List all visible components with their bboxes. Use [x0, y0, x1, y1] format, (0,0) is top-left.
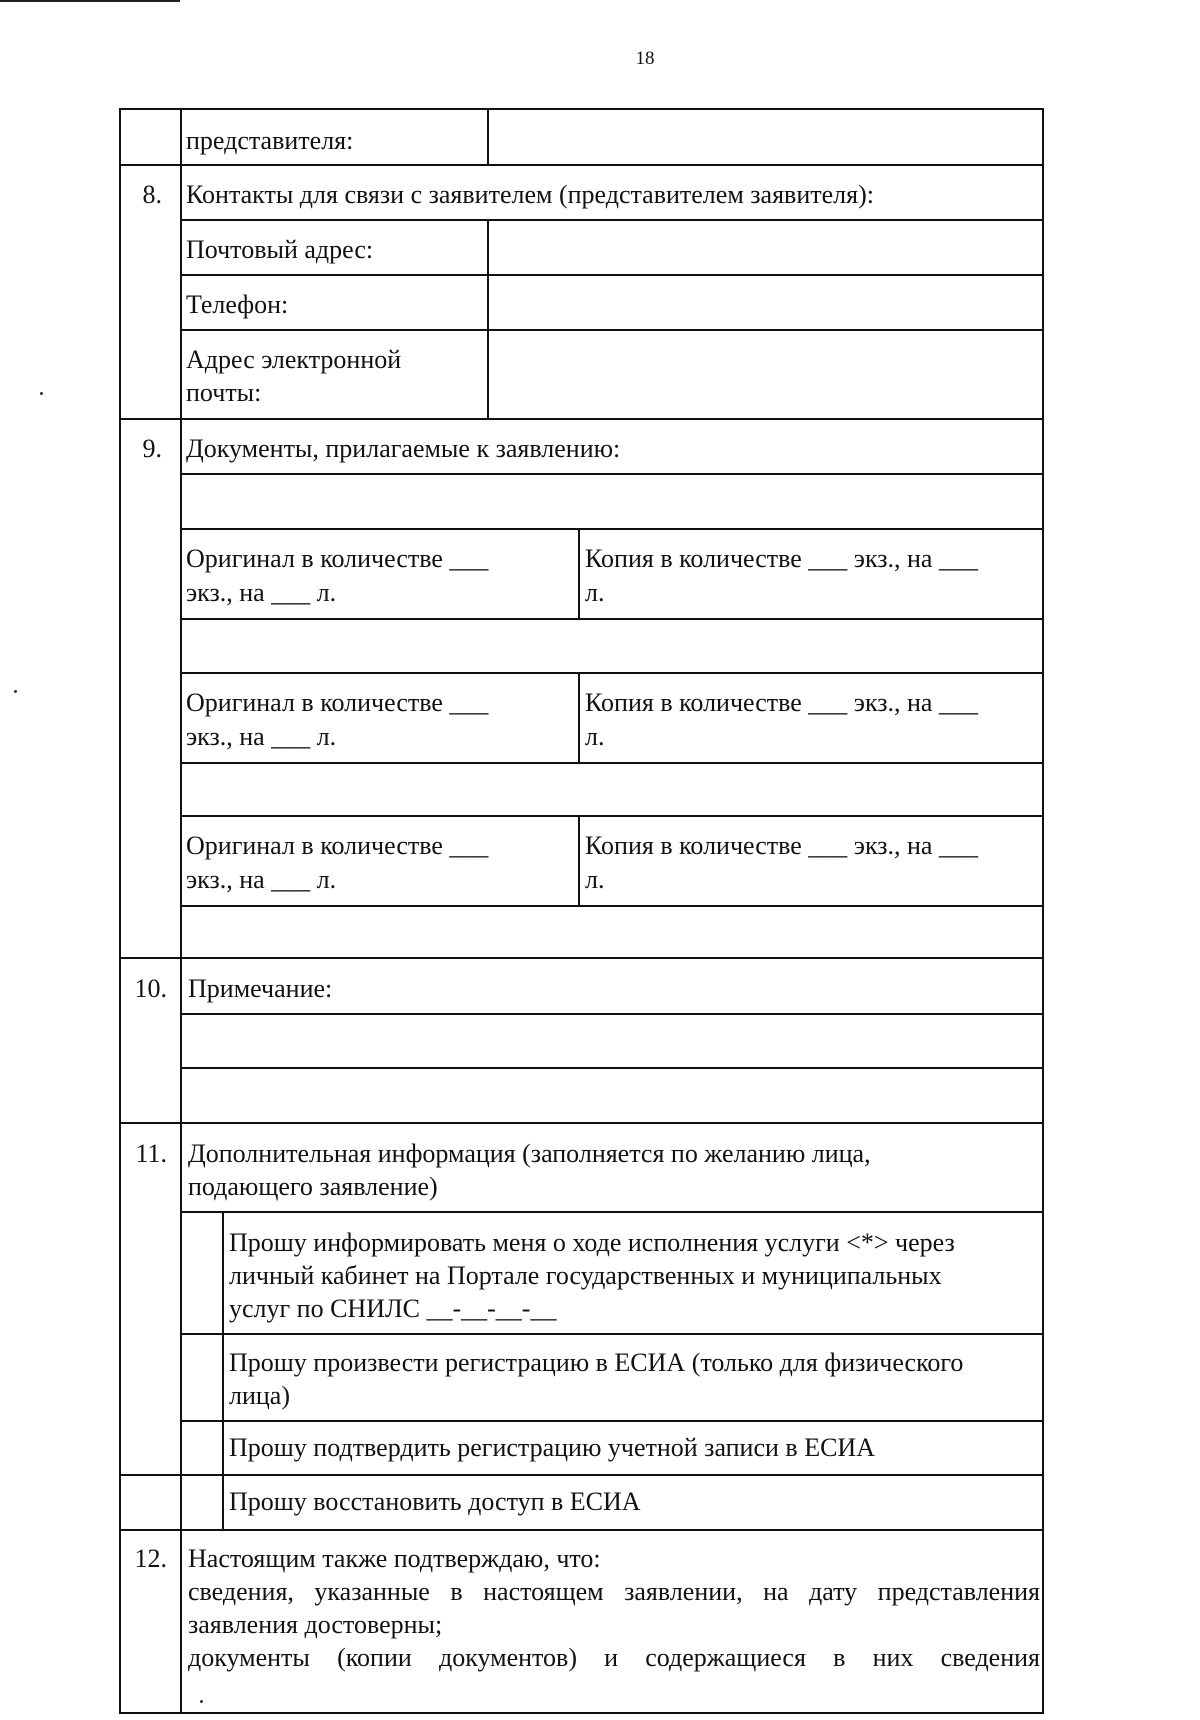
phone-label: Телефон:	[186, 290, 289, 319]
row-number-10: 10.	[134, 974, 167, 1003]
scan-speck	[200, 1700, 203, 1703]
row-line	[180, 1211, 1044, 1213]
scan-speck	[14, 690, 17, 693]
option-esia-restore: Прошу восстановить доступ в ЕСИА	[229, 1487, 641, 1516]
row-line	[119, 164, 1044, 166]
email-label: почты:	[186, 378, 262, 407]
original-copy-separator	[578, 528, 580, 618]
additional-info-heading: Дополнительная информация (заполняется по желанию лица,	[188, 1139, 871, 1168]
original-count: Оригинал в количестве ___	[186, 544, 489, 573]
row-line	[180, 815, 1044, 817]
email-field[interactable]	[490, 331, 1040, 417]
row-line	[119, 1529, 1044, 1531]
scan-edge-line	[0, 0, 180, 2]
row-line	[119, 957, 1044, 959]
option-esia-registration: лица)	[229, 1381, 291, 1410]
confirmation-text: сведения, указанные в настоящем заявлении, на дату представления	[188, 1577, 1040, 1606]
checkbox-column-separator	[222, 1211, 224, 1529]
additional-info-heading: подающего заявление)	[188, 1172, 438, 1201]
note-heading: Примечание:	[188, 974, 333, 1003]
page-number: 18	[635, 48, 655, 69]
representative-label: представителя:	[186, 126, 354, 155]
row-line	[119, 1474, 1044, 1476]
documents-heading: Документы, прилагаемые к заявлению:	[186, 434, 621, 463]
copy-count: л.	[585, 722, 605, 751]
original-count: Оригинал в количестве ___	[186, 688, 489, 717]
document-name-field[interactable]	[183, 907, 1040, 956]
row-number-8: 8.	[142, 180, 162, 209]
label-value-separator	[487, 219, 489, 418]
option-esia-confirm: Прошу подтвердить регистрацию учетной записи в ЕСИА	[229, 1433, 875, 1462]
confirmation-text: документы (копии документов) и содержащиеся в них сведения	[188, 1643, 1040, 1672]
copy-count: Копия в количестве ___ экз., на ___	[585, 831, 978, 860]
checkbox-inform-progress[interactable]	[183, 1213, 221, 1332]
row-line	[119, 108, 1044, 110]
copy-count: Копия в количестве ___ экз., на ___	[585, 544, 978, 573]
copy-count: Копия в количестве ___ экз., на ___	[585, 688, 978, 717]
row-number-9: 9.	[142, 434, 162, 463]
row-number-12: 12.	[134, 1544, 167, 1573]
row-line	[180, 1420, 1044, 1422]
label-value-separator	[487, 108, 489, 164]
option-inform-progress: Прошу информировать меня о ходе исполнения услуги <*> через	[229, 1228, 955, 1257]
original-count: Оригинал в количестве ___	[186, 831, 489, 860]
confirmation-text: Настоящим также подтверждаю, что:	[188, 1544, 601, 1573]
email-label: Адрес электронной	[186, 345, 402, 374]
document-name-field[interactable]	[183, 475, 1040, 527]
scan-speck	[40, 392, 43, 395]
original-copy-separator	[578, 672, 580, 762]
row-number-11: 11.	[135, 1139, 167, 1168]
row-line	[119, 1712, 1044, 1714]
original-copy-separator	[578, 815, 580, 905]
option-inform-progress: услуг по СНИЛС __-__-__-__	[229, 1294, 557, 1323]
row-line	[119, 418, 1044, 420]
checkbox-esia-confirm[interactable]	[183, 1422, 221, 1473]
row-line	[119, 1122, 1044, 1124]
original-count: экз., на ___ л.	[186, 722, 337, 751]
phone-field[interactable]	[490, 276, 1040, 328]
option-esia-registration: Прошу произвести регистрацию в ЕСИА (только для физического	[229, 1348, 964, 1377]
checkbox-esia-registration[interactable]	[183, 1335, 221, 1419]
row-line	[180, 1333, 1044, 1335]
checkbox-esia-restore[interactable]	[183, 1476, 221, 1528]
postal-address-label: Почтовый адрес:	[186, 235, 374, 264]
note-field[interactable]	[183, 1015, 1040, 1066]
document-name-field[interactable]	[183, 620, 1040, 671]
copy-count: л.	[585, 865, 605, 894]
row-line	[180, 528, 1044, 530]
option-inform-progress: личный кабинет на Портале государственных и муниципальных	[229, 1261, 942, 1290]
note-field[interactable]	[183, 1069, 1040, 1121]
confirmation-text: заявления достоверны;	[188, 1610, 443, 1639]
row-line	[180, 672, 1044, 674]
original-count: экз., на ___ л.	[186, 578, 337, 607]
postal-address-field[interactable]	[490, 221, 1040, 273]
document-name-field[interactable]	[183, 764, 1040, 814]
copy-count: л.	[585, 578, 605, 607]
original-count: экз., на ___ л.	[186, 865, 337, 894]
contacts-heading: Контакты для связи с заявителем (представителем заявителя):	[186, 180, 874, 209]
